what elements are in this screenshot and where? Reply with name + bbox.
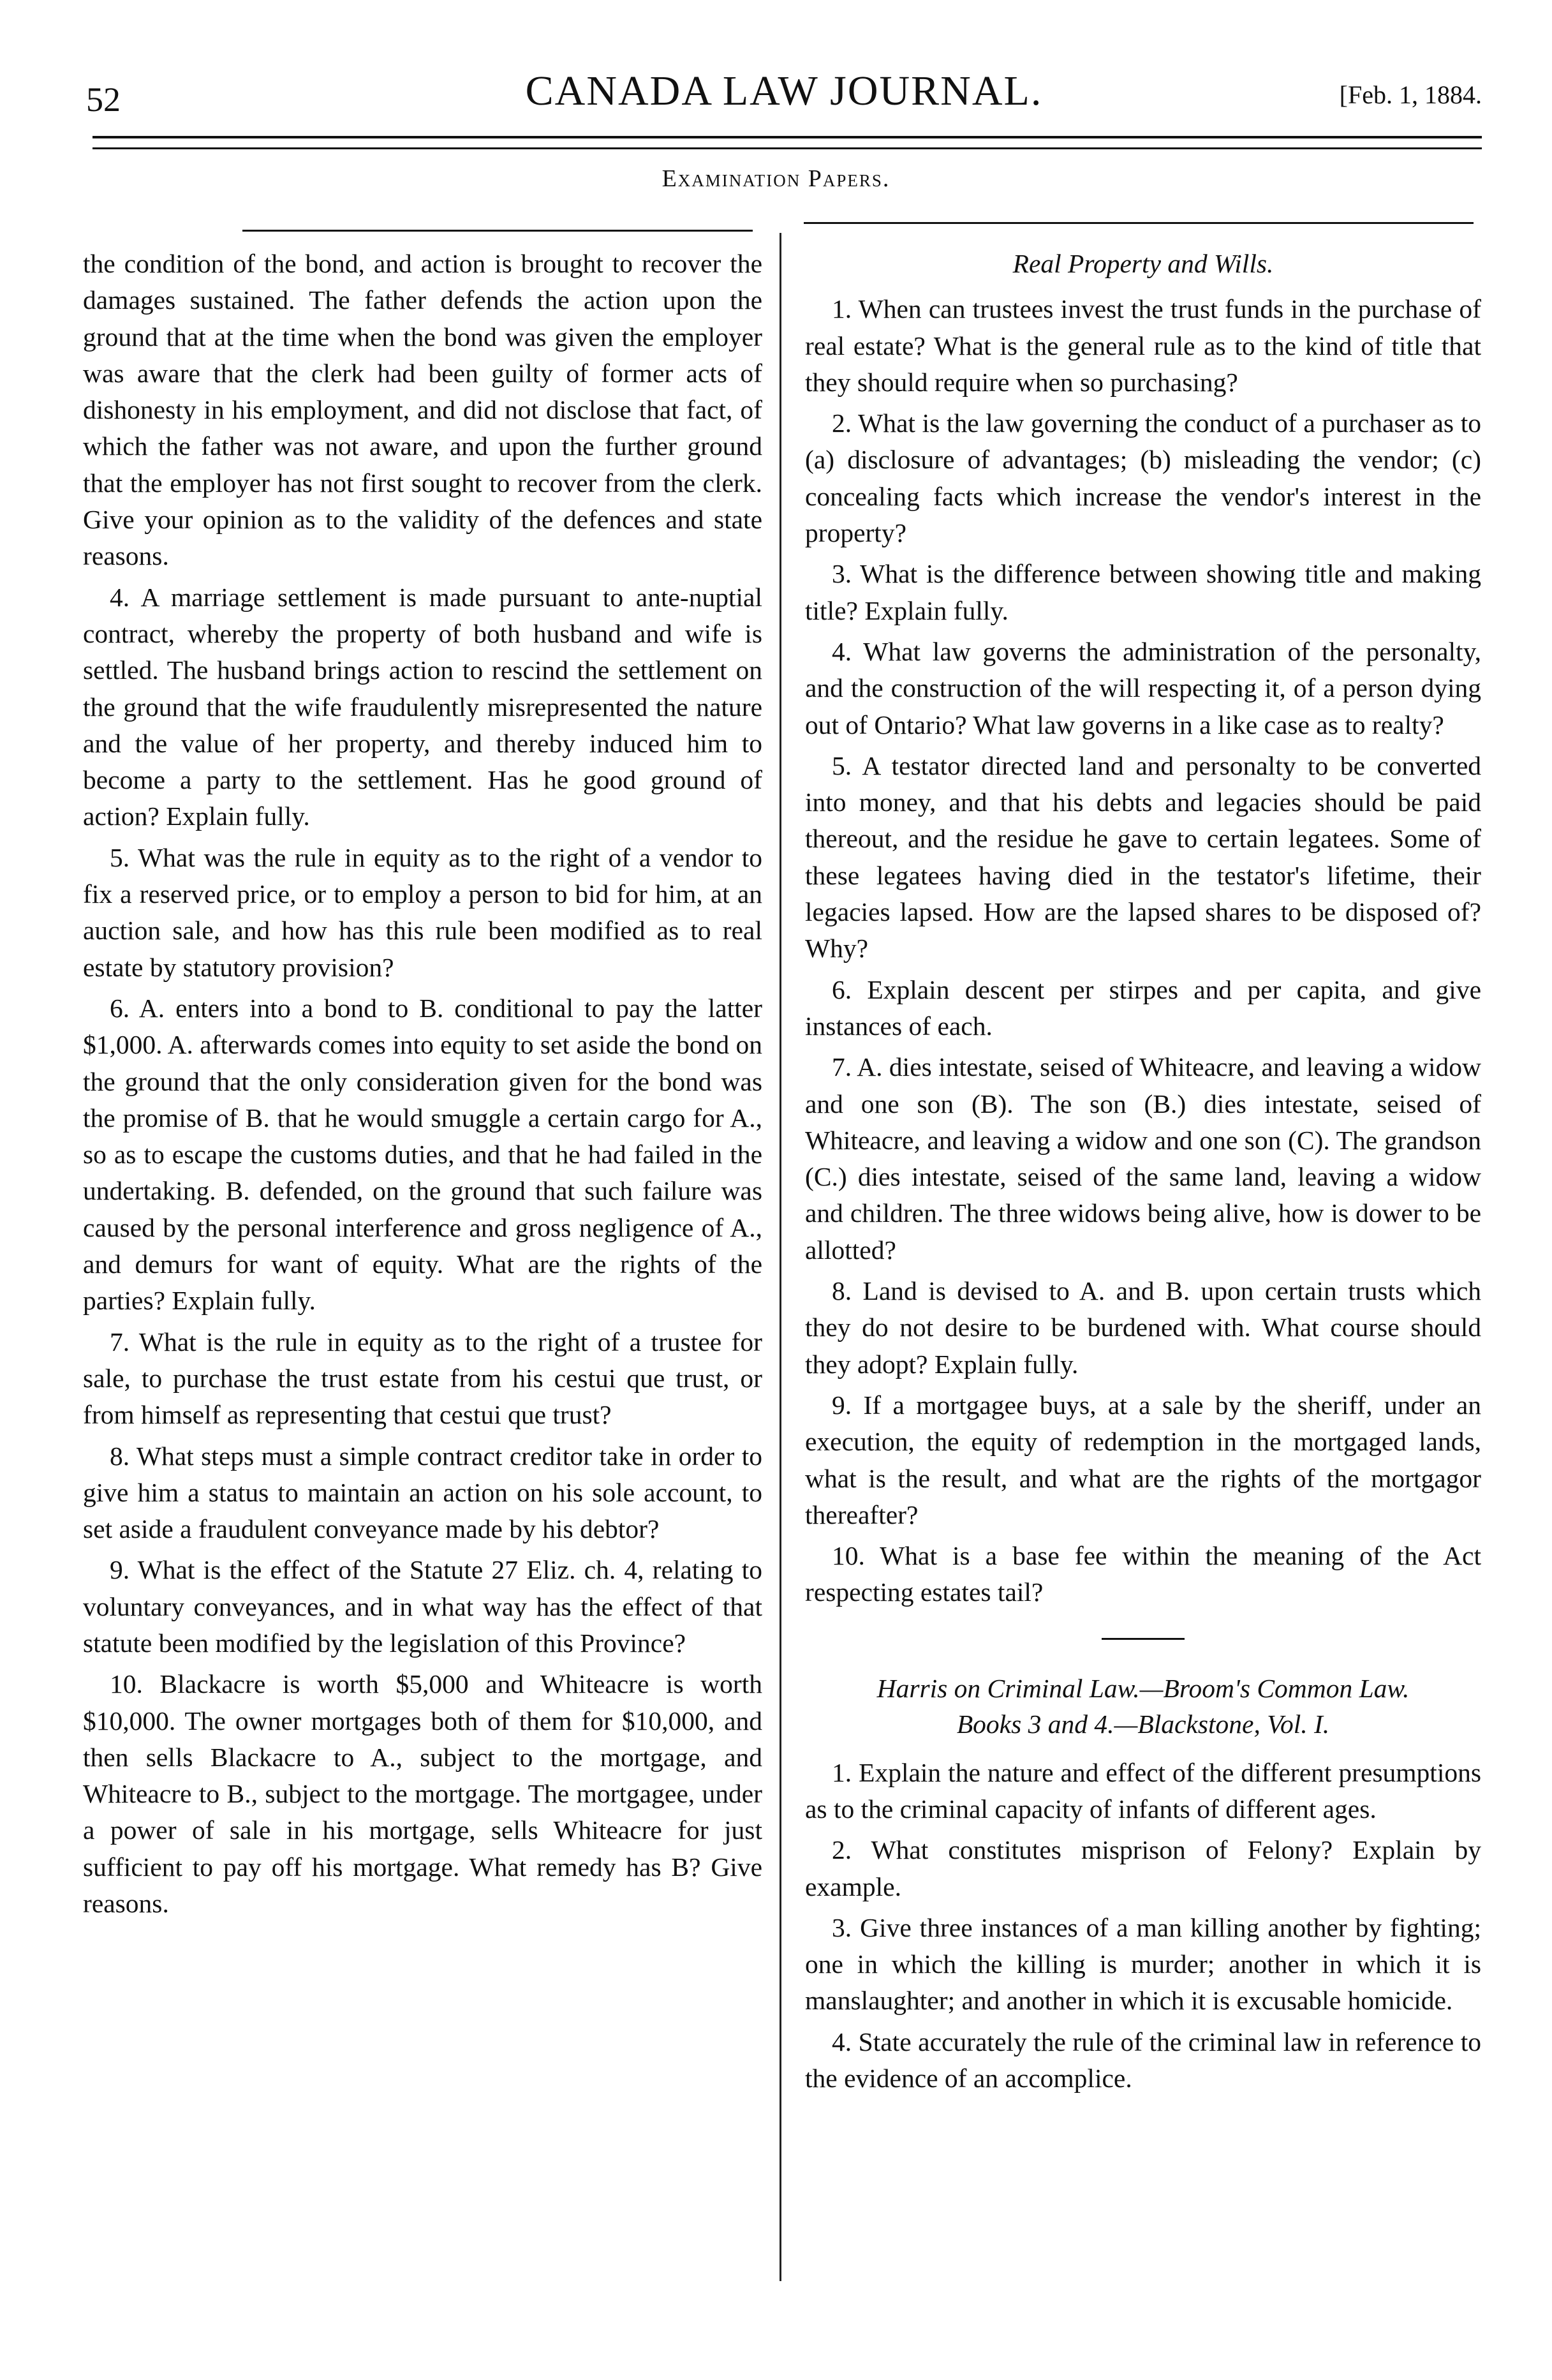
rp-question-10: 10. What is a base fee within the meaning of the Act respecting estates tail? (805, 1541, 1481, 1607)
question-10: 10. Blackacre is worth $5,000 and Whiteacre is worth $10,000. The owner mortgages both of them for $10,000, and then sells Blackacre to A., subject to the mortgage, and Whiteacre to B., subject to the mortgage. The mortgagee, under a power of sale in his mortgage, sells Whiteacre for just sufficient to pay off his mortgage. What remedy has B? Give reasons. (83, 1669, 762, 1919)
column-divider (780, 233, 781, 2281)
rp-question-2: 2. What is the law governing the conduct of a purchaser as to (a) disclosure of advantages; (b) misleading the vendor; (c) concealing facts which increase the vendor's interest in the property? (805, 408, 1481, 548)
journal-title: CANADA LAW JOURNAL. (525, 68, 1043, 114)
running-header (86, 67, 1482, 118)
right-column-rule (804, 222, 1474, 224)
cl-question-1: 1. Explain the nature and effect of the different presumptions as to the criminal capacity of infants of different ages. (805, 1757, 1481, 1824)
right-column (805, 246, 1481, 2101)
question-6: 6. A. enters into a bond to B. conditional to pay the latter $1,000. A. afterwards comes into equity to set aside the bond on the ground that the only consideration given for the bond was the promise of B. that he would smuggle a certain cargo for A., so as to escape the customs duties, and that he had failed in the undertaking. B. defended, on the ground that such failure was caused by the personal interference and gross negligence of A., and demurs for want of equity. What are the rights of the parties? Explain fully. (83, 993, 762, 1316)
question-7: 7. What is the rule in equity as to the right of a trustee for sale, to purchase the trust estate from his cestui que trust, or from himself as representing that cestui que trust? (83, 1327, 762, 1430)
rp-question-1: 1. When can trustees invest the trust funds in the purchase of real estate? What is the general rule as to the kind of title that they should require when so purchasing? (805, 294, 1481, 397)
cl-question-4: 4. State accurately the rule of the criminal law in reference to the evidence of an accomplice. (805, 2027, 1481, 2094)
question-9: 9. What is the effect of the Statute 27 Eliz. ch. 4, relating to voluntary conveyances, and in what way has the effect of that statute been modified by the legislation of this Province? (83, 1555, 762, 1658)
rp-question-6: 6. Explain descent per stirpes and per capita, and give instances of each. (805, 974, 1481, 1041)
rp-question-5: 5. A testator directed land and personalty to be converted into money, and that his debts and legacies should be paid thereout, and the residue he gave to certain legatees. Some of these legatees having died in the testator's lifetime, their legacies lapsed. How are the lapsed shares to be disposed of? Why? (805, 750, 1481, 963)
continued-paragraph: the condition of the bond, and action is brought to recover the damages sustained. The father defends the action upon the ground that at the time when the bond was given the employer was aware that the clerk had been guilty of former acts of dishonesty in his employment, and did not disclose that fact, of which the father was not aware, and upon the further ground that the employer has not first sought to recover from the clerk. Give your opinion as to the validity of the defences and state reasons. (83, 249, 762, 571)
left-column-rule (242, 230, 753, 232)
rp-question-9: 9. If a mortgagee buys, at a sale by the sheriff, under an execution, the equity of redemption in the mortgaged lands, what is the result, and what are the rights of the mortgagor thereafter? (805, 1390, 1481, 1529)
rp-question-8: 8. Land is devised to A. and B. upon certain trusts which they do not desire to be burdened with. What course should they adopt? Explain fully. (805, 1276, 1481, 1379)
subject-heading-real-property: Real Property and Wills. (1012, 249, 1274, 278)
header-double-rule (92, 136, 1482, 149)
rp-question-4: 4. What law governs the administration of the personalty, and the construction of the will respecting it, of a person dying out of Ontario? What law governs in a like case as to realty? (805, 636, 1481, 740)
question-8: 8. What steps must a simple contract creditor take in order to give him a status to maintain an action on his sole account, to set aside a fraudulent conveyance made by his debtor? (83, 1441, 762, 1544)
cl-question-2: 2. What constitutes misprison of Felony? Explain by example. (805, 1835, 1481, 1901)
cl-question-3: 3. Give three instances of a man killing another by fighting; one in which the killing is murder; another in which it is manslaughter; and another in which it is excusable homicide. (805, 1912, 1481, 2016)
heading-line-2: Books 3 and 4.—Blackstone, Vol. I. (956, 1709, 1330, 1739)
question-5: 5. What was the rule in equity as to the right of a vendor to fix a reserved price, or to employ a person to bid for him, at an auction sale, and how has this rule been modified as to real estate by statutory provision? (83, 842, 762, 982)
page-number: 52 (86, 80, 121, 119)
rp-question-7: 7. A. dies intestate, seised of Whiteacre, and leaving a widow and one son (B). The son (B.) dies intestate, seised of Whiteacre, and leaving a widow and one son (C). The grandson (C.) dies intestate, seised of the same land, leaving a widow and children. The three widows being alive, how is dower to be allotted? (805, 1052, 1481, 1265)
section-separator (1102, 1638, 1185, 1640)
issue-date: [Feb. 1, 1884. (1339, 80, 1482, 109)
rp-question-3: 3. What is the difference between showing title and making title? Explain fully. (805, 559, 1481, 625)
question-4: 4. A marriage settlement is made pursuant to ante-nuptial contract, whereby the property of both husband and wife is settled. The husband brings action to rescind the settlement on the ground that the wife fraudulently misrepresented the nature and the value of her property, and thereby induced him to become a party to the settlement. Has he good ground of action? Explain fully. (83, 582, 762, 831)
section-title: Examination Papers. (661, 165, 891, 192)
left-column (83, 246, 762, 1926)
heading-line-1: Harris on Criminal Law.—Broom's Common Law. (876, 1673, 1410, 1703)
subject-heading-criminal-law (805, 1670, 1481, 1742)
